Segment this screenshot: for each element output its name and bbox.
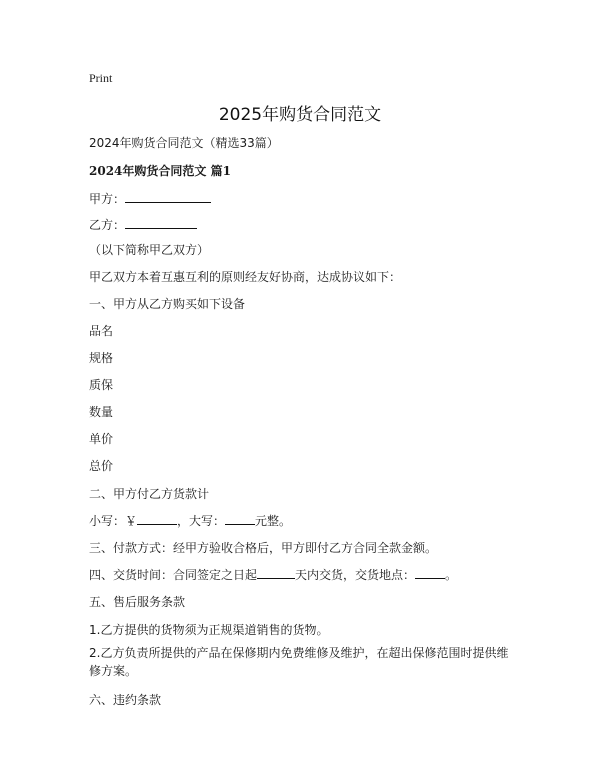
document-title: 2025年购货合同范文 xyxy=(218,105,382,125)
item-spec: 规格 xyxy=(89,351,114,365)
item-quantity: 数量 xyxy=(89,405,114,419)
item-warranty: 质保 xyxy=(89,378,114,392)
print-label[interactable]: Print xyxy=(89,71,113,85)
amount-lowercase-label: 小写：￥ xyxy=(89,514,138,528)
party-a-line xyxy=(89,190,211,207)
clause-4-middle: 天内交货，交货地点： xyxy=(295,568,416,582)
document-subtitle: 2024年购货合同范文（精选33篇） xyxy=(89,136,279,150)
intro-paragraph: 甲乙双方本着互惠互利的原则经友好协商，达成协议如下： xyxy=(89,270,402,284)
party-a-blank xyxy=(125,190,211,203)
amount-uppercase-label: ，大写： xyxy=(177,514,226,528)
clause-4-prefix: 四、交货时间：合同签定之日起 xyxy=(89,568,258,582)
party-b-blank xyxy=(125,216,197,229)
party-b-label: 乙方： xyxy=(89,218,126,232)
clause-5-item-2: 2.乙方负责所提供的产品在保修期内免费维修及维护，在超出保修范围时提供维修方案。 xyxy=(89,646,509,678)
amount-line xyxy=(89,512,291,529)
amount-suffix: 元整。 xyxy=(255,514,292,528)
clause-4-suffix: 。 xyxy=(445,568,458,582)
section-heading: 2024年购货合同范文 篇1 xyxy=(89,164,231,178)
item-total-price: 总价 xyxy=(89,459,114,473)
amount-uppercase-blank xyxy=(225,512,255,525)
clause-6-title: 六、违约条款 xyxy=(89,693,162,707)
delivery-location-blank xyxy=(415,566,445,579)
clause-4 xyxy=(89,566,457,583)
clause-1-title: 一、甲方从乙方购买如下设备 xyxy=(89,297,246,311)
clause-2-title: 二、甲方付乙方货款计 xyxy=(89,487,210,501)
clause-5-item-1: 1.乙方提供的货物须为正规渠道销售的货物。 xyxy=(89,623,329,637)
clause-5-title: 五、售后服务条款 xyxy=(89,595,186,609)
party-b-line xyxy=(89,216,197,233)
amount-lowercase-blank xyxy=(137,512,177,525)
abbreviation-note: （以下简称甲乙双方） xyxy=(89,243,210,257)
delivery-days-blank xyxy=(257,566,295,579)
party-a-label: 甲方： xyxy=(89,192,126,206)
item-unit-price: 单价 xyxy=(89,432,114,446)
item-name: 品名 xyxy=(89,324,114,338)
clause-3: 三、付款方式：经甲方验收合格后，甲方即付乙方合同全款金额。 xyxy=(89,541,438,555)
